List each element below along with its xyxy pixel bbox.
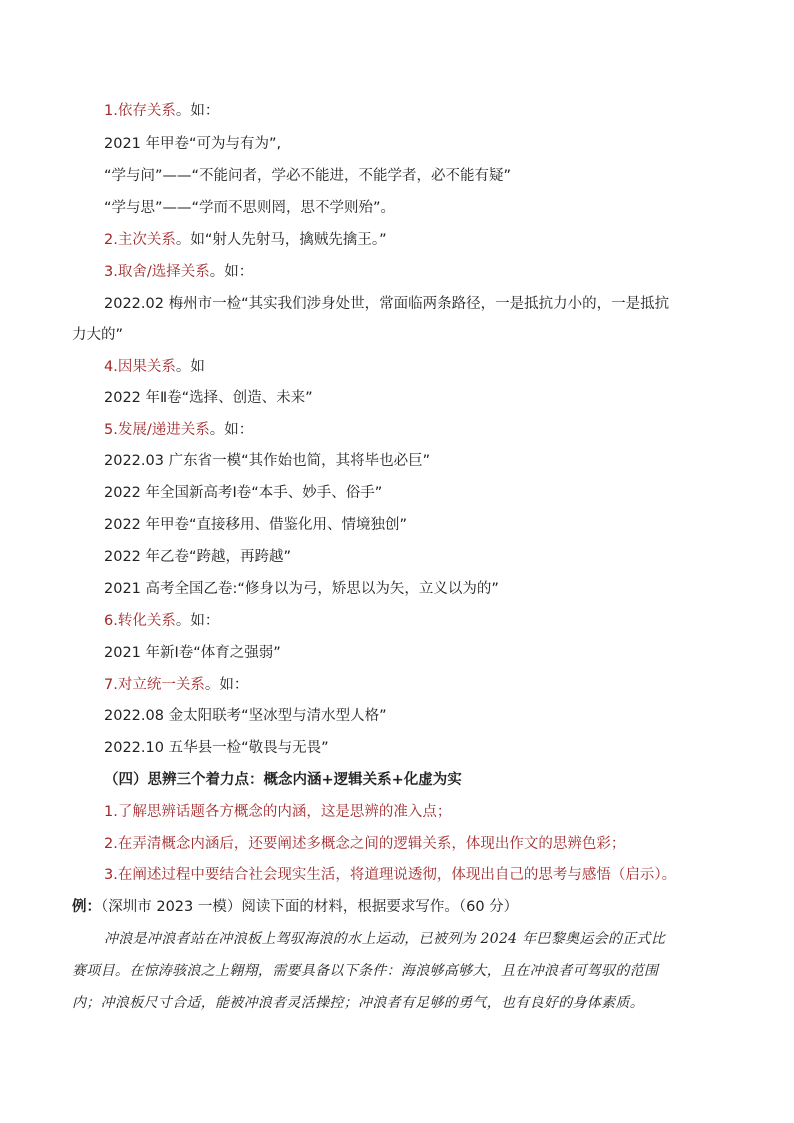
text-line: 2022.08 金太阳联考“坚冰型与清水型人格” [104,708,387,724]
material-line: 赛项目。在惊涛骇浪之上翱翔，需要具备以下条件：海浪够高够大，且在冲浪者可驾驭的范围 [72,963,659,979]
text-line: “学与问”——“不能问者，学必不能进，不能学者，必不能有疑” [104,168,512,184]
text-line: 2022.02 梅州市一检“其实我们涉身处世，常面临两条路径，一是抵抗力小的，一是抵抗 [104,296,670,312]
relation-rest: 。如 [175,359,205,375]
relation-label: 2.主次关系 [104,232,176,248]
example-text: （深圳市 2023 一模）阅读下面的材料，根据要求写作。（60 分） [101,899,519,915]
relation-label: 6.转化关系 [104,613,176,629]
point-item: 3.在阐述过程中要结合社会现实生活，将道理说透彻，体现出自己的思考与感悟（启示）。 [104,867,677,883]
text-line: 2021 年新Ⅰ卷“体育之强弱” [104,645,281,661]
relation-rest: 。如： [209,264,254,280]
relation-rest: 。如： [209,422,254,438]
relation-label: 7.对立统一关系 [104,677,205,693]
relation-label: 4.因果关系 [104,359,176,375]
example-label: 例： [72,899,101,915]
point-item: 2.在弄清概念内涵后，还要阐述多概念之间的逻辑关系，体现出作文的思辨色彩； [104,836,626,852]
relation-heading-4 [104,357,205,377]
relation-label: 5.发展/递进关系 [104,422,210,438]
relation-rest: 。如： [175,613,220,629]
section-heading: （四）思辨三个着力点：概念内涵+逻辑关系+化虚为实 [104,772,462,788]
relation-rest: 。如“射人先射马，擒贼先擒王。” [175,232,387,248]
text-line: 力大的” [72,327,124,343]
relation-label: 1.依存关系 [104,103,176,119]
text-line: “学与思”——“学而不思则罔，思不学则殆”。 [104,200,396,216]
text-line: 2022 年乙卷“跨越，再跨越” [104,549,292,565]
material-line: 冲浪是冲浪者站在冲浪板上驾驭海浪的水上运动，已被列为 2024 年巴黎奥运会的正式比 [104,931,666,947]
relation-heading-1 [104,101,219,121]
relation-heading-3 [104,262,253,282]
relation-heading-7 [104,675,248,695]
material-line: 内；冲浪板尺寸合适，能被冲浪者灵活操控；冲浪者有足够的勇气，也有良好的身体素质。 [72,995,644,1011]
text-line: 2022 年Ⅱ卷“选择、创造、未来” [104,390,313,406]
relation-label: 3.取舍/选择关系 [104,264,210,280]
relation-heading-2 [104,230,387,250]
relation-heading-6 [104,611,219,631]
text-line: 2022 年全国新高考Ⅰ卷“本手、妙手、俗手” [104,485,383,501]
point-item: 1.了解思辨话题各方概念的内涵，这是思辨的准入点； [104,804,452,820]
example-line [72,897,518,917]
relation-rest: 。如： [204,677,249,693]
text-line: 2021 年甲卷“可为与有为”, [104,136,282,152]
text-line: 2021 高考全国乙卷:“修身以为弓，矫思以为矢，立义以为的” [104,581,499,597]
text-line: 2022.03 广东省一模“其作始也简，其将毕也必巨” [104,453,431,469]
text-line: 2022.10 五华县一检“敬畏与无畏” [104,740,329,756]
relation-heading-5 [104,420,253,440]
text-line: 2022 年甲卷“直接移用、借鉴化用、情境独创” [104,517,408,533]
relation-rest: 。如： [175,103,220,119]
